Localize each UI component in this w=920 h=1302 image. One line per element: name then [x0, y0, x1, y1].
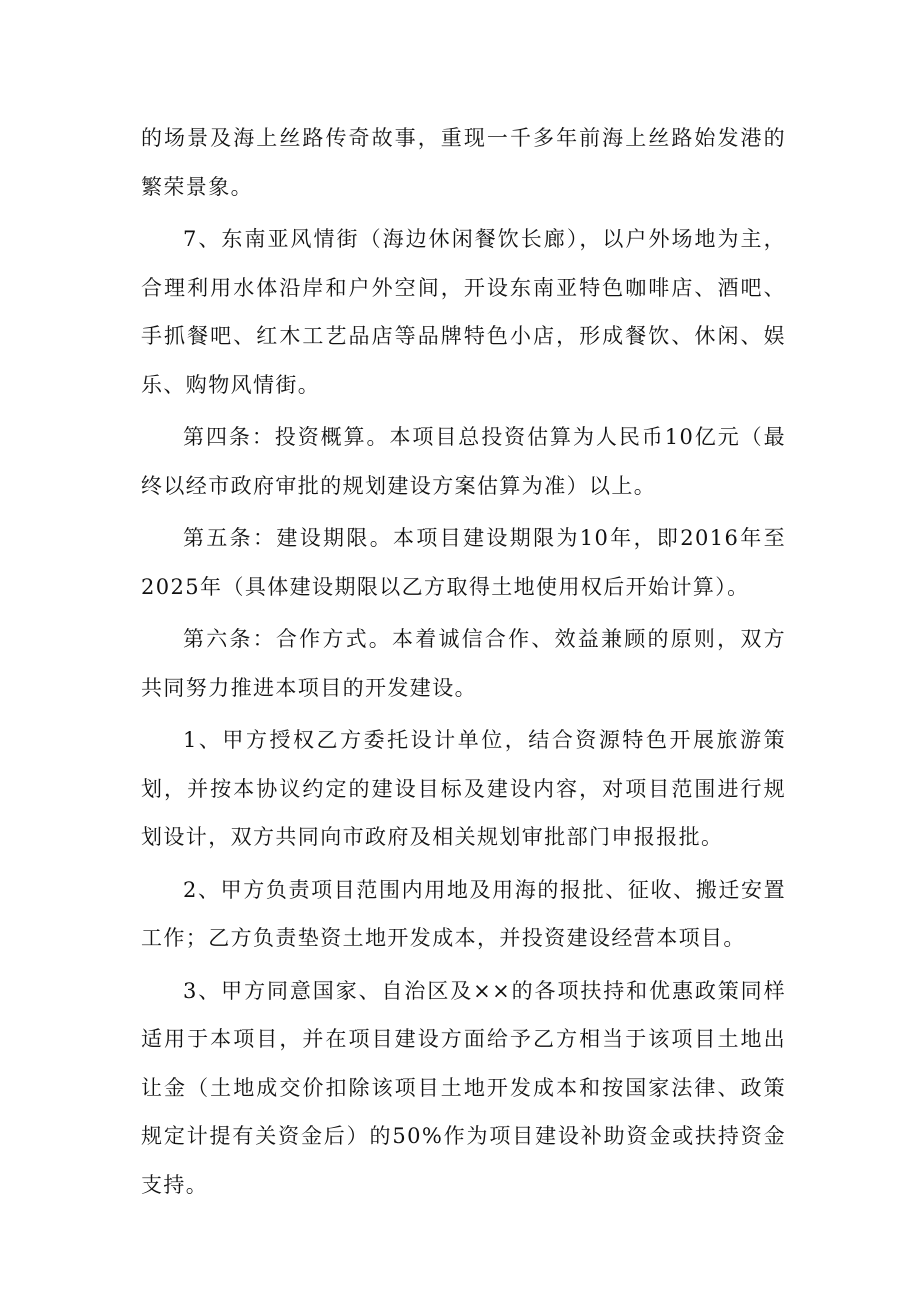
paragraph-item-7: 7、东南亚风情街（海边休闲餐饮长廊），以户外场地为主，合理利用水体沿岸和户外空间，开设东南亚特色咖啡店、酒吧、手抓餐吧、红木工艺品店等品牌特色小店，形成餐饮、休闲、娱乐、购物风情街。	[141, 227, 786, 397]
paragraph-article-5: 第五条：建设期限。本项目建设期限为10年，即2016年至2025年（具体建设期限以乙方取得土地使用权后开始计算）。	[141, 526, 786, 599]
paragraph-clause-1: 1、甲方授权乙方委托设计单位，结合资源特色开展旅游策划，并按本协议约定的建设目标及建设内容，对项目范围进行规划设计，双方共同向市政府及相关规划审批部门申报报批。	[141, 728, 786, 849]
paragraph-clause-2: 2、甲方负责项目范围内用地及用海的报批、征收、搬迁安置工作；乙方负责垫资土地开发成本，并投资建设经营本项目。	[141, 877, 786, 950]
paragraph-continuation: 的场景及海上丝路传奇故事，重现一千多年前海上丝路始发港的繁荣景象。	[141, 126, 786, 199]
document-body	[141, 114, 786, 1213]
paragraph-article-6: 第六条：合作方式。本着诚信合作、效益兼顾的原则，双方共同努力推进本项目的开发建设。	[141, 627, 786, 700]
paragraph-clause-3: 3、甲方同意国家、自治区及××的各项扶持和优惠政策同样适用于本项目，并在项目建设方面给予乙方相当于该项目土地出让金（土地成交价扣除该项目土地开发成本和按国家法律、政策规定计提有关资金后）的50%作为项目建设补助资金或扶持资金支持。	[141, 978, 786, 1197]
paragraph-article-4: 第四条：投资概算。本项目总投资估算为人民币10亿元（最终以经市政府审批的规划建设方案估算为准）以上。	[141, 425, 786, 498]
